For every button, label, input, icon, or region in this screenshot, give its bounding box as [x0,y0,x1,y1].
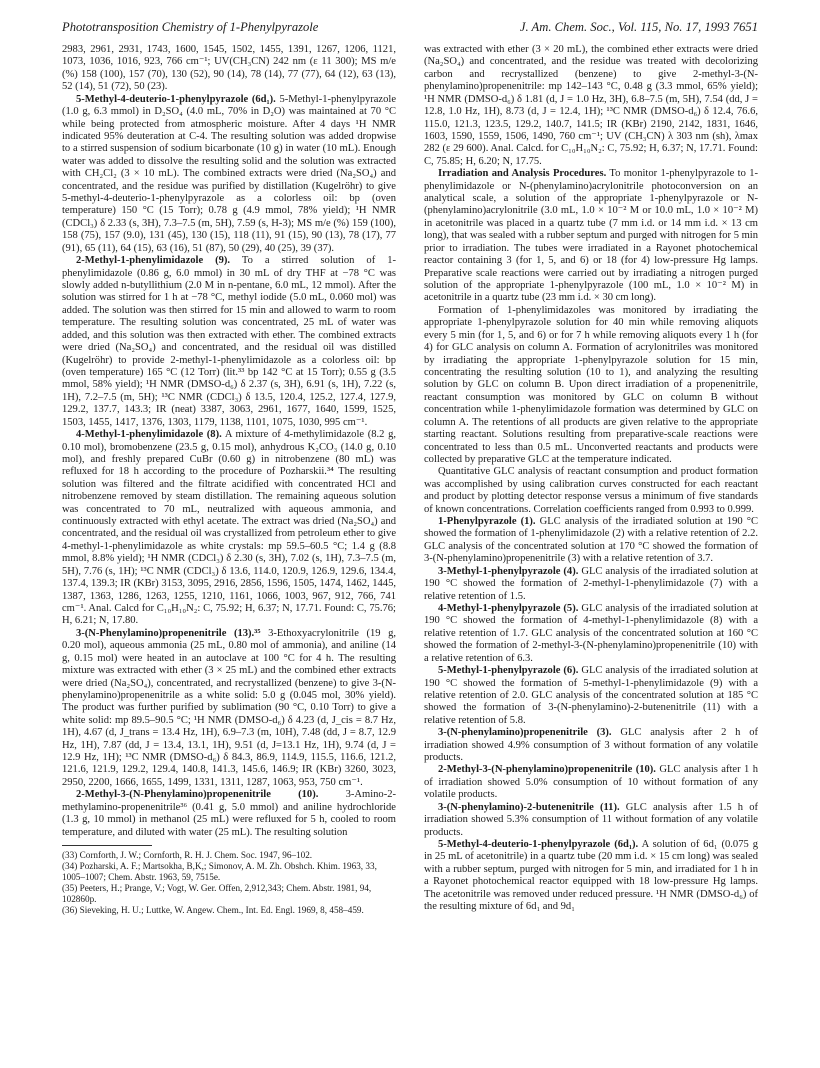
running-title: Phototransposition Chemistry of 1-Phenylpyrazole [62,20,319,34]
paragraph [62,628,396,789]
paragraph [424,603,758,665]
paragraph [62,789,396,839]
paragraph-heading: 4-Methyl-1-phenylimidazole (8). [76,429,222,441]
paragraph-heading: 2-Methyl-3-(N-Phenylamino)propenenitrile (10). [76,789,319,801]
paragraph-text: 3-Ethoxyacrylonitrile (19 g, 0.20 mol), aqueous ammonia (25 mL, 0.80 mol of ammonia), and aniline (14 g, 0.15 mol) were heated in an autoclave at 100 °C for 4 h. The resulting mixture was extracted with ether (3 × 25 mL) and the combined ether extracts were dried (Na₂SO₄), concentrated, and recrystallized (benzene) to give 3-(N-phenylamino)propenenitrile as a white solid: 5.0 g (0.045 mol, 30% yield). The product was further purified by sublimation (90 °C, 0.10 Torr) to give a white solid: mp 89.5–90.5 °C; ¹H NMR (DMSO-d₆) δ 4.23 (d, J_cis = 8.7 Hz, 1H), 4.67 (d, J_trans = 13.4 Hz, 1H), 6.9–7.3 (m, 10H), 7.48 (dd, J = 8.7, 12.9 Hz, 1H), 7.87 (dd, J = 13.4, 13.1, 1H), 9.51 (d, J=13.1 Hz, 1H), 9.74 (d, J = 12.9 Hz, 1H); ¹³C NMR (DMSO-d₆) δ 84.3, 86.9, 114.9, 115.5, 116.6, 121.2, 121.6, 121.9, 129.2, 129.4, 140.8, 141.3, 145.6, 146.9; IR (KBr) 3260, 3023, 2950, 2200, 1666, 1655, 1499, 1331, 1311, 1287, 1063, 953, 750 cm⁻¹. [62,627,396,788]
journal-citation: J. Am. Chem. Soc., Vol. 115, No. 17, 1993 7651 [519,20,758,34]
paragraph-heading: 5-Methyl-4-deuterio-1-phenylpyrazole (6d₁). [76,93,276,105]
paragraph-text: GLC analysis of the irradiated solution at 190 °C showed the formation of 1-phenylimidazole (2) with a relative retention of 2.2. GLC analysis of the concentrated solution at 170 °C showed the formation of 3-(N-phenylamino)propenenitrile (3) with a relative retention of 3.7. [424,516,758,565]
paragraph-text: GLC analysis after 1.5 h of irradiation showed 5.3% consumption of 11 without formation of any volatile products. [424,801,758,838]
paragraph-text: To a stirred solution of 1-phenylimidazole (0.86 g, 6.0 mmol) in 30 mL of dry THF at −78 °C was slowly added n-butyllithium (2.0 M in n-pentane, 6.0 mL, 12 mmol). After the solution was stirred for 1 h at −78 °C, methyl iodide (5.0 mL, 0.060 mol) was added. The solution was then stirred for 15 min and allowed to warm to room temperature. The resulting solution was concentrated, 25 mL of water was added, and this solution was then extracted with ether. The combined extracts were dried (Na₂SO₄) and concentrated, and the residual oil was distilled (Kugelröhr) to provide 2-methyl-1-phenylimidazole as a colorless oil: bp (oven temperature) 165 °C (12 Torr) (lit.³³ bp 142 °C at 15 Torr); 0.55 g (3.5 mmol, 58% yield); ¹H NMR (DMSO-d₆) δ 2.37 (s, 3H), 6.91 (s, 1H), 7.22 (s, 1H), 7.2–7.5 (m, 5H); ¹³C NMR (CDCl₃) δ 13.5, 120.4, 125.2, 127.4, 127.9, 129.2, 137.7, 143.3; IR (neat) 3387, 3063, 2961, 1677, 1640, 1599, 1525, 1503, 1455, 1417, 1376, 1303, 1179, 1138, 1101, 1075, 1030, 995 cm⁻¹. [62,255,396,428]
running-header [62,20,758,40]
paragraph-heading: 3-(N-phenylamino)propenenitrile (3). [438,727,612,739]
paragraph-text: GLC analysis of the irradiated solution at 190 °C showed the formation of 4-methyl-1-phenylimidazole (8) with a relative retention of 1.7. GLC analysis of the concentrated solution at 160 °C showed the formation of 2-methyl-3-(N-phenylamino)propenenitrile (10) with a relative retention of 6.3. [424,602,759,664]
paragraph-heading: 2-Methyl-1-phenylimidazole (9). [76,255,231,267]
right-column [424,44,758,914]
paragraph-text: A mixture of 4-methylimidazole (8.2 g, 0.10 mol), bromobenzene (23.5 g, 0.15 mol), anhydrous K₂CO₃ (14.0 g, 0.10 mol), and freshly prepared CuBr (0.60 g) in nitrobenzene (80 mL) was refluxed for 18 h according to the procedure of Pozharskii.³⁴ The resulting solution was filtered and the filtrate acidified with concentrated HCl and nitrobenzene removed by steam distillation. The remaining aqueous solution was concentrated to 70 mL, neutralized with aqueous ammonia, and continuously extracted with ethyl acetate. The extract was dried (Na₂SO₄) and concentrated, and the residual oil was crystallized from petroleum ether to give 4-methyl-1-phenylimidazole as white crystals: mp 59.5–60.5 °C; 1.4 g (8.8 mmol, 8.8% yield); ¹H NMR (CDCl₃) δ 2.30 (s, 3H), 7.02 (s, 1H), 7.3–7.5 (m, 5H), 7.76 (s, 1H); ¹³C NMR (CDCl₃) δ 13.6, 114.0, 120.9, 126.9, 129.6, 134.4, 137.4, 139.3; IR (KBr) 3153, 3095, 2916, 2856, 1596, 1505, 1474, 1462, 1445, 1387, 1363, 1286, 1263, 1255, 1210, 1161, 1066, 1003, 967, 912, 766, 741 cm⁻¹. Anal. Calcd for C₁₀H₁₀N₂: C, 75.92; H, 6.37; N, 17.71. Found: C, 75.76; H, 6.21; N, 17.80. [62,429,396,627]
paragraph-text: 5-Methyl-1-phenylpyrazole (1.0 g, 6.3 mmol) in D₂SO₄ (4.0 mL, 70% in D₂O) was maintained at 70 °C while being protected from atmospheric moisture. After 4 days ¹H NMR indicated 95% deuteration at C-4. The resulting solution was added dropwise to a stirred suspension of sodium bicarbonate (10 g) in water (10 mL). Enough water was added to dissolve the resulting solid and the solution was extracted with CH₂Cl₂ (3 × 10 mL). The combined extracts were dried (Na₂SO₄) and concentrated, and the residue was purified by distillation (Kugelröhr) to give 5-methyl-4-deuterio-1-phenylpyrazole as a colorless oil: bp (oven temperature) 150 °C (15 Torr); 0.78 g (4.9 mmol, 78% yield); ¹H NMR (CDCl₃) δ 2.33 (s, 3H), 7.3–7.5 (m, 5H), 7.59 (s, H-3); MS m/e (%) 159 (100), 158 (75), 157 (9.0), 131 (45), 130 (15), 118 (11), 91 (15), 90 (13), 78 (17), 77 (91), 65 (11), 64 (15), 63 (16), 51 (87), 50 (29), 40 (25), 39 (37). [62,93,396,254]
paragraph-text: GLC analysis of the irradiated solution at 190 °C showed the formation of 2-methyl-1-phenylimidazole (7) with a relative retention of 1.5. [424,565,759,602]
paragraph-heading: 4-Methyl-1-phenylpyrazole (5). [438,602,579,614]
paragraph [62,255,396,429]
paragraph [424,839,758,914]
paragraph-text: GLC analysis after 2 h of irradiation showed 4.9% consumption of 3 without formation of any volatile products. [424,727,758,764]
reference-item: (36) Sieveking, H. U.; Luttke, W. Angew. Chem., Int. Ed. Engl. 1969, 8, 458–459. [62,905,364,915]
left-column [62,44,396,916]
paragraph [424,566,758,603]
reference-item: (33) Cornforth, J. W.; Cornforth, R. H. J. Chem. Soc. 1947, 96–102. [62,850,313,860]
paragraph-heading: 3-Methyl-1-phenylpyrazole (4). [438,565,579,577]
paragraph-heading: 5-Methyl-4-deuterio-1-phenylpyrazole (6d₁). [438,839,639,850]
paragraph [424,727,758,764]
paragraph-heading: 5-Methyl-1-phenylpyrazole (6). [438,665,579,677]
footnote-rule [62,845,152,846]
paragraph-text: GLC analysis after 1 h of irradiation showed 5.0% consumption of 10 without formation of any volatile products. [424,764,758,801]
paragraph-heading: 3-(N-phenylamino)-2-butenenitrile (11). [438,801,620,813]
paragraph-heading: 2-Methyl-3-(N-phenylamino)propenenitrile (10). [438,764,656,776]
paragraph [424,665,758,727]
paragraph [62,44,396,94]
paragraph-text: A solution of 6d₁ (0.075 g in 25 mL of acetonitrile) in a quartz tube (20 mm i.d. × 15 cm long) was sealed with a rubber septum, purged with nitrogen for 5 min, and irradiated for 1 h in a Rayonet photochemical reactor equipped with 18 low-pressure Hg lamps. The acetonitrile was removed under reduced pressure. ¹H NMR (DMSO-d₆) of the resulting mixture of 6d₁ and 9d₁ [424,839,758,913]
paragraph [424,305,758,466]
reference-item: (35) Peeters, H.; Prange, V.; Vogt, W. Ger. Offen, 2,912,343; Chem. Abstr. 1981, 94, 102860p. [62,883,372,904]
paragraph-text: To monitor 1-phenylpyrazole to 1-phenylimidazole or N-(phenylamino)acrylonitrile photoconversion on an analytical scale, a solution of the appropriate 1-phenylpyrazole or N-(phenylamino)acrylonitrile (3.0 mL, 1.0 × 10⁻² M or 10.0 mL, 1.0 × 10⁻² M) in acetonitrile was placed in a quartz tube (7 mm i.d. or 14 mm i.d. × 13 cm long), that was sealed with a rubber septum and purged with nitrogen for 5 min prior to irradiation. The tubes were irradiated in a Rayonet photochemical reactor containing 3 (for 1, 5, and 6) or 18 (for 4) low-pressure Hg lamps. Preparative scale reactions were carried out by irradiating a nitrogen purged solution of the appropriate 1-phenylpyrazole (100 mL, 1.0 × 10⁻² M) in acetonitrile in a quartz tube (23 mm i.d. × 30 cm long). [424,168,759,304]
references [62,850,396,916]
paragraph [424,466,758,516]
paragraph-heading: 3-(N-Phenylamino)propenenitrile (13).³⁵ [76,627,261,639]
paragraph-text: Quantitative GLC analysis of reactant consumption and product formation was accomplished by using calibration curves constructed for each reactant and product by plotting detector response versus a minimum of five standards of known concentrations. Correlation coefficients ranged from 0.993 to 0.999. [424,466,758,515]
paragraph [62,94,396,255]
paragraph-text: 3-Amino-2-methylamino-propenenitrile³⁶ (0.41 g, 5.0 mmol) and aniline hydrochloride (1.3 g, 10 mmol) in methanol (25 mL) were refluxed for 5 h, cooled to room temperature, and diluted with water (25 mL). The resulting solution [62,789,396,838]
paragraph-text: 2983, 2961, 2931, 1743, 1600, 1545, 1502, 1455, 1391, 1267, 1206, 1121, 1073, 1036, 1016, 923, 766 cm⁻¹; UV(CH₃CN) 242 nm (ε 11 300); MS m/e (%) 158 (100), 157 (70), 130 (52), 90 (14), 78 (14), 77 (77), 64 (12), 63 (13), 52 (14), 51 (72), 50 (23). [62,44,396,93]
paragraph [62,429,396,628]
paragraph-text: was extracted with ether (3 × 20 mL), the combined ether extracts were dried (Na₂SO₄) and concentrated, and the residue was treated with decolorizing carbon and recrystallized (benzene) to give 2-methyl-3-(N-phenylamino)propenenitrile: mp 142–143 °C, 0.48 g (3.3 mmol, 65% yield); ¹H NMR (DMSO-d₆) δ 1.81 (d, J = 1.0 Hz, 3H), 6.8–7.5 (m, 5H), 7.54 (dd, J = 12.8, 1.0 Hz, 1H), 8.73 (d, J = 12.4, 1H); ¹³C NMR (DMSO-d₆) δ 12.4, 76.6, 115.0, 121.3, 123.5, 129.2, 140.7, 141.5; IR (KBr) 2190, 2142, 1831, 1646, 1603, 1590, 1559, 1506, 1490, 760 cm⁻¹; UV (CH₃CN) λ 303 nm (sh), λmax 282 (ε 29 600). Anal. Calcd. for C₁₀H₁₀N₂: C, 75.92; H, 6.37; N, 17.71. Found: C, 75.85; H, 6.20; N, 17.75. [424,44,758,167]
paragraph-heading: 1-Phenylpyrazole (1). [438,516,536,528]
paragraph [424,168,758,305]
paragraph-text: Formation of 1-phenylimidazoles was monitored by irradiating the appropriate 1-phenylpyrazole solution for 40 min while removing aliquots every 5 min (for 1, 5, and 6) or for 7 h while removing aliquots every 1 h (for 4) for GLC analysis on column A. Formation of acrylonitriles was monitored by irradiating the appropriate 1-phenylpyrazole solution for 15 min, concentrating the resulting solution (10 to 1), and analyzing the resulting solution by GLC on column B. Upon direct irradiation of a propenenitrile, reactant consumption was monitored by GLC on column B without concentration while 1-phenylimidazole formation was determined by GLC on column A. The retentions of all products are given relative to the appropriate starting reactant. Solutions resulting from preparative-scale reactions were concentrated to less than 0.5 mL. Unconverted reactants and products were collected by preparative GLC at the temperature indicated. [424,304,758,465]
paragraph [424,516,758,566]
paragraph [424,44,758,168]
reference-item: (34) Pozharski, A. F.; Martsokha, B,K,; Simonov, A. M. Zh. Obshch. Khim. 1963, 33, 1005–1007; Chem. Abstr. 1963, 59, 7515e. [62,861,377,882]
paragraph [424,802,758,839]
paragraph [424,764,758,801]
paragraph-text: GLC analysis of the irradiated solution at 190 °C showed the formation of 5-methyl-1-phenylimidazole (9) with a relative retention of 2.0. GLC analysis of the concentrated solution at 185 °C showed the formation of 3-(N-phenylamino)-2-butenenitrile (11) with a relative retention of 5.8. [424,665,759,726]
paragraph-heading: Irradiation and Analysis Procedures. [438,168,607,180]
